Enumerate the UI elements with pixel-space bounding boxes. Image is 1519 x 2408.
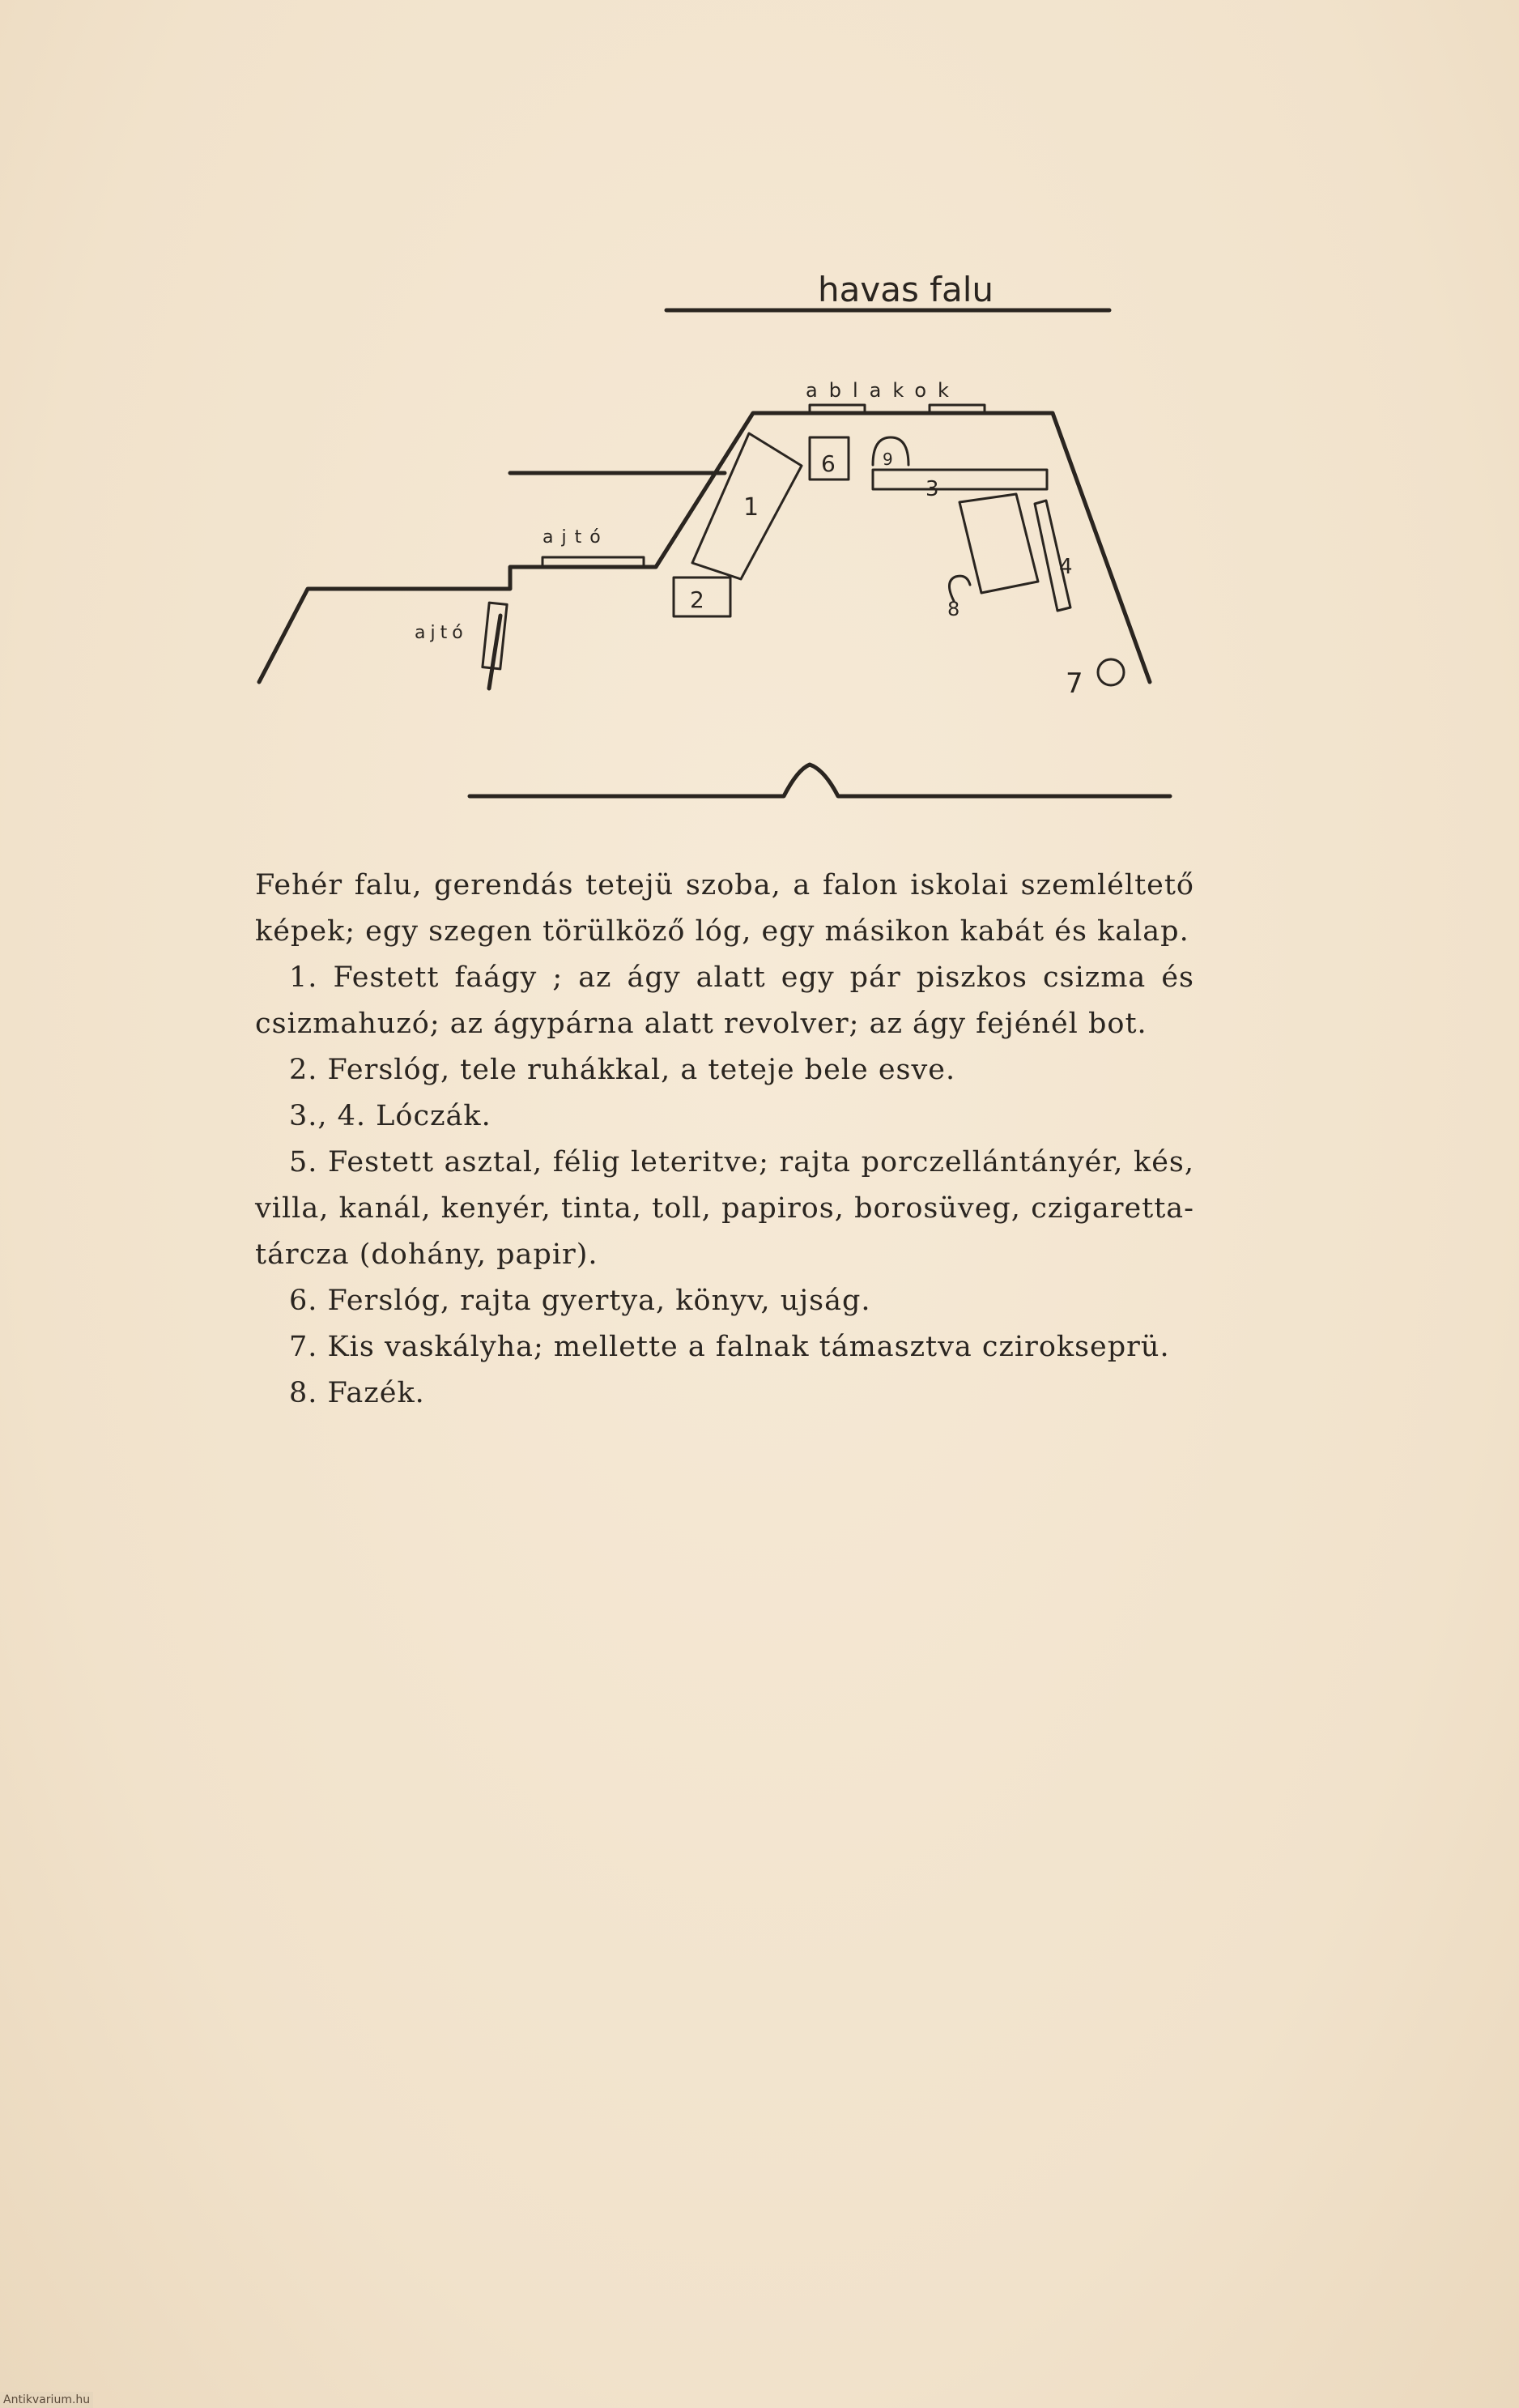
room-wall bbox=[259, 413, 1150, 682]
description-intro: Fehér falu, gerendás tetejü szoba, a falon iskolai szemléltető képek; egy szegen törülköző lóg, egy másikon kabát és kalap. bbox=[255, 869, 1194, 948]
description-item: 5. Festett asztal, félig leteritve; rajta porczellántányér, kés, villa, kanál, kenyér, tinta, toll, papiros, borosüveg, czigaretta-tárcza (dohány, papir). bbox=[255, 1146, 1194, 1271]
label-item-9: 9 bbox=[883, 450, 893, 469]
description-item: 8. Fazék. bbox=[289, 1377, 425, 1409]
stage-front bbox=[470, 765, 1170, 796]
description-item: 2. Ferslóg, tele ruhákkal, a teteje bele esve. bbox=[289, 1054, 956, 1086]
label-item-8: 8 bbox=[947, 598, 960, 620]
label-windows: ablakok bbox=[806, 379, 960, 402]
stage-description bbox=[255, 863, 1194, 1417]
bench-3 bbox=[873, 470, 1047, 489]
stage-plan-drawing bbox=[243, 259, 1198, 826]
table-5 bbox=[959, 494, 1038, 593]
stage-plan bbox=[243, 259, 1198, 826]
label-item-2: 2 bbox=[690, 586, 704, 613]
plan-title: havas falu bbox=[818, 270, 994, 309]
stove-7-circle bbox=[1098, 659, 1124, 685]
description-item: 7. Kis vaskályha; mellette a falnak támasztva czirokseprü. bbox=[289, 1331, 1170, 1363]
description-item: 3., 4. Lóczák. bbox=[289, 1100, 491, 1132]
window-right bbox=[930, 405, 985, 413]
label-item-6: 6 bbox=[821, 450, 836, 477]
window-left bbox=[810, 405, 865, 413]
label-item-3: 3 bbox=[925, 477, 939, 501]
description-item: 6. Ferslóg, rajta gyertya, könyv, ujság. bbox=[289, 1285, 871, 1317]
label-door-lower: ajtó bbox=[415, 623, 468, 643]
label-item-4: 4 bbox=[1059, 555, 1073, 579]
description-item: 1. Festett faágy ; az ágy alatt egy pár piszkos csizma és csizmahuzó; az ágypárna alatt revolver; az ágy fejénél bot. bbox=[255, 961, 1194, 1040]
watermark: Antikvarium.hu bbox=[0, 2392, 93, 2408]
label-item-7: 7 bbox=[1066, 667, 1083, 700]
label-item-1: 1 bbox=[743, 493, 760, 522]
label-door-upper: ajtó bbox=[542, 527, 609, 548]
